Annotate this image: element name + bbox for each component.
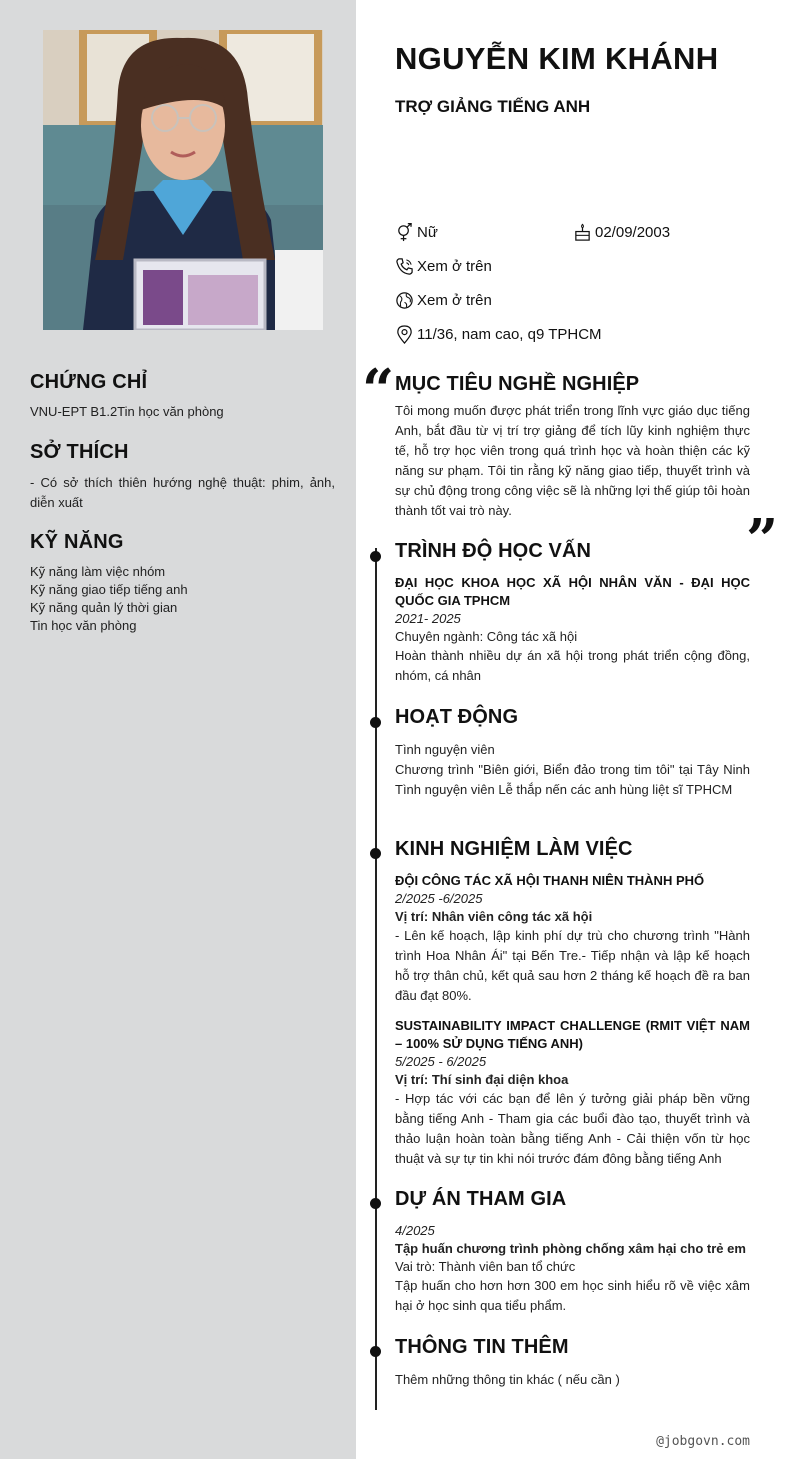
- address-value: 11/36, nam cao, q9 TPHCM: [417, 325, 602, 343]
- skills-title: KỸ NĂNG: [30, 531, 124, 553]
- timeline-dot: [370, 848, 381, 859]
- phone-row: [395, 256, 492, 276]
- globe-icon: [395, 291, 414, 310]
- website-value: Xem ở trên: [417, 291, 492, 309]
- hobbies-title: SỞ THÍCH: [30, 441, 129, 463]
- profile-photo: [43, 30, 323, 330]
- experience-section: [395, 838, 750, 1169]
- skill-item: Tin học văn phòng: [30, 618, 137, 633]
- location-pin-icon: [395, 325, 414, 344]
- open-quote-icon: “: [362, 357, 395, 423]
- phone-value: Xem ở trên: [417, 257, 492, 275]
- birthday-row: [573, 222, 670, 242]
- job-entry: [395, 1017, 750, 1169]
- job-position: Vị trí: Thí sinh đại diện khoa: [395, 1072, 569, 1087]
- profile-photo-illustration: [43, 30, 323, 330]
- timeline-line: [375, 548, 377, 1410]
- job-period: 2/2025 -6/2025: [395, 891, 483, 906]
- objective-text: Tôi mong muốn được phát triển trong lĩnh vực giáo dục tiếng Anh, bắt đầu từ vị trí trợ giảng để tích lũy kinh nghiệm thực tế, hỗ trợ học viên trong quá trình học và hoàn thiện các kỹ năng sư phạm. Tôi tin rằng kỹ năng giao tiếp, thuyết trình và sự chủ động trong công việc sẽ là những lợi thế giúp tôi hoàn thành tốt vai trò này.: [395, 403, 750, 518]
- cake-icon: [573, 223, 592, 242]
- phone-icon: [395, 257, 414, 276]
- project-period: 4/2025: [395, 1223, 435, 1238]
- project-name: Tập huấn chương trình phòng chống xâm hại cho trẻ em: [395, 1241, 746, 1256]
- address-row: [395, 324, 602, 344]
- gender-row: [395, 222, 438, 242]
- activity-detail: Chương trình "Biên giới, Biển đảo trong tim tôi" tại Tây Ninh Tình nguyện viên Lễ thắp nến các anh hùng liệt sĩ TPHCM: [395, 762, 750, 797]
- extra-title: THÔNG TIN THÊM: [395, 1336, 569, 1358]
- job-org: ĐỘI CÔNG TÁC XÃ HỘI THANH NIÊN THÀNH PHỐ: [395, 873, 705, 888]
- projects-section: [395, 1188, 750, 1316]
- education-major: Chuyên ngành: Công tác xã hội: [395, 629, 578, 644]
- website-row: [395, 290, 492, 310]
- certificates-section: [30, 371, 335, 421]
- education-detail: Hoàn thành nhiều dự án xã hội trong phát triển cộng đồng, nhóm, cá nhân: [395, 648, 750, 683]
- timeline-dot: [370, 551, 381, 562]
- project-detail: Tập huấn cho hơn hơn 300 em học sinh hiểu rõ về việc xâm hại ở học sinh qua tiểu phẩm.: [395, 1278, 750, 1313]
- objective-section: [395, 373, 750, 521]
- project-role: Vai trò: Thành viên ban tổ chức: [395, 1259, 576, 1274]
- job-detail: - Lên kế hoạch, lập kinh phí dự trù cho chương trình "Hành trình Hoa Nhân Ái" tại Bến Tre.- Tiếp nhận và lập kế hoạch hỗ trợ thân chủ, kết quả sau hơn 2 tháng kế hoạch đề ra ban đầu đạt 80%.: [395, 928, 750, 1003]
- skill-item: Kỹ năng quản lý thời gian: [30, 600, 178, 615]
- hobbies-text: - Có sở thích thiên hướng nghệ thuật: phim, ảnh, diễn xuất: [30, 475, 335, 510]
- watermark: @jobgovn.com: [656, 1434, 750, 1449]
- close-quote-icon: ”: [746, 507, 779, 573]
- skills-section: [30, 531, 335, 635]
- job-period: 5/2025 - 6/2025: [395, 1054, 487, 1069]
- job-position: Vị trí: Nhân viên công tác xã hội: [395, 909, 593, 924]
- education-section: [395, 540, 750, 686]
- timeline-dot: [370, 1346, 381, 1357]
- job-title: TRỢ GIẢNG TIẾNG ANH: [395, 97, 591, 116]
- timeline-dot: [370, 1198, 381, 1209]
- job-entry: [395, 872, 750, 1006]
- certificates-title: CHỨNG CHỈ: [30, 371, 148, 393]
- skill-item: Kỹ năng giao tiếp tiếng anh: [30, 582, 188, 597]
- experience-title: KINH NGHIỆM LÀM VIỆC: [395, 838, 633, 860]
- objective-title: MỤC TIÊU NGHỀ NGHIỆP: [395, 373, 640, 395]
- activities-section: [395, 706, 750, 800]
- gender-value: Nữ: [417, 223, 438, 241]
- birthday-value: 02/09/2003: [595, 223, 671, 241]
- activity-role: Tình nguyện viên: [395, 742, 495, 757]
- activities-title: HOẠT ĐỘNG: [395, 706, 519, 728]
- school-name: ĐẠI HỌC KHOA HỌC XÃ HỘI NHÂN VĂN - ĐẠI HỌC QUỐC GIA TPHCM: [395, 575, 750, 608]
- education-period: 2021- 2025: [395, 611, 461, 626]
- extra-section: [395, 1336, 750, 1390]
- skill-item: Kỹ năng làm việc nhóm: [30, 564, 166, 579]
- gender-icon: [395, 223, 414, 242]
- job-org: SUSTAINABILITY IMPACT CHALLENGE (RMIT VIỆT NAM – 100% SỬ DỤNG TIẾNG ANH): [395, 1018, 750, 1051]
- certificates-text: VNU-EPT B1.2Tin học văn phòng: [30, 404, 224, 419]
- timeline-dot: [370, 717, 381, 728]
- job-detail: - Hợp tác với các bạn để lên ý tưởng giải pháp bền vững bằng tiếng Anh - Tham gia các buổi đào tạo, thuyết trình và thảo luận hoàn toàn bằng tiếng Anh - Cải thiện vốn từ học thuật và sự tự tin khi nói trước đám đông bằng tiếng Anh: [395, 1091, 750, 1166]
- education-title: TRÌNH ĐỘ HỌC VẤN: [395, 540, 592, 562]
- full-name: NGUYỄN KIM KHÁNH: [395, 41, 719, 76]
- extra-text: Thêm những thông tin khác ( nếu cần ): [395, 1372, 620, 1387]
- projects-title: DỰ ÁN THAM GIA: [395, 1188, 567, 1210]
- hobbies-section: [30, 441, 335, 513]
